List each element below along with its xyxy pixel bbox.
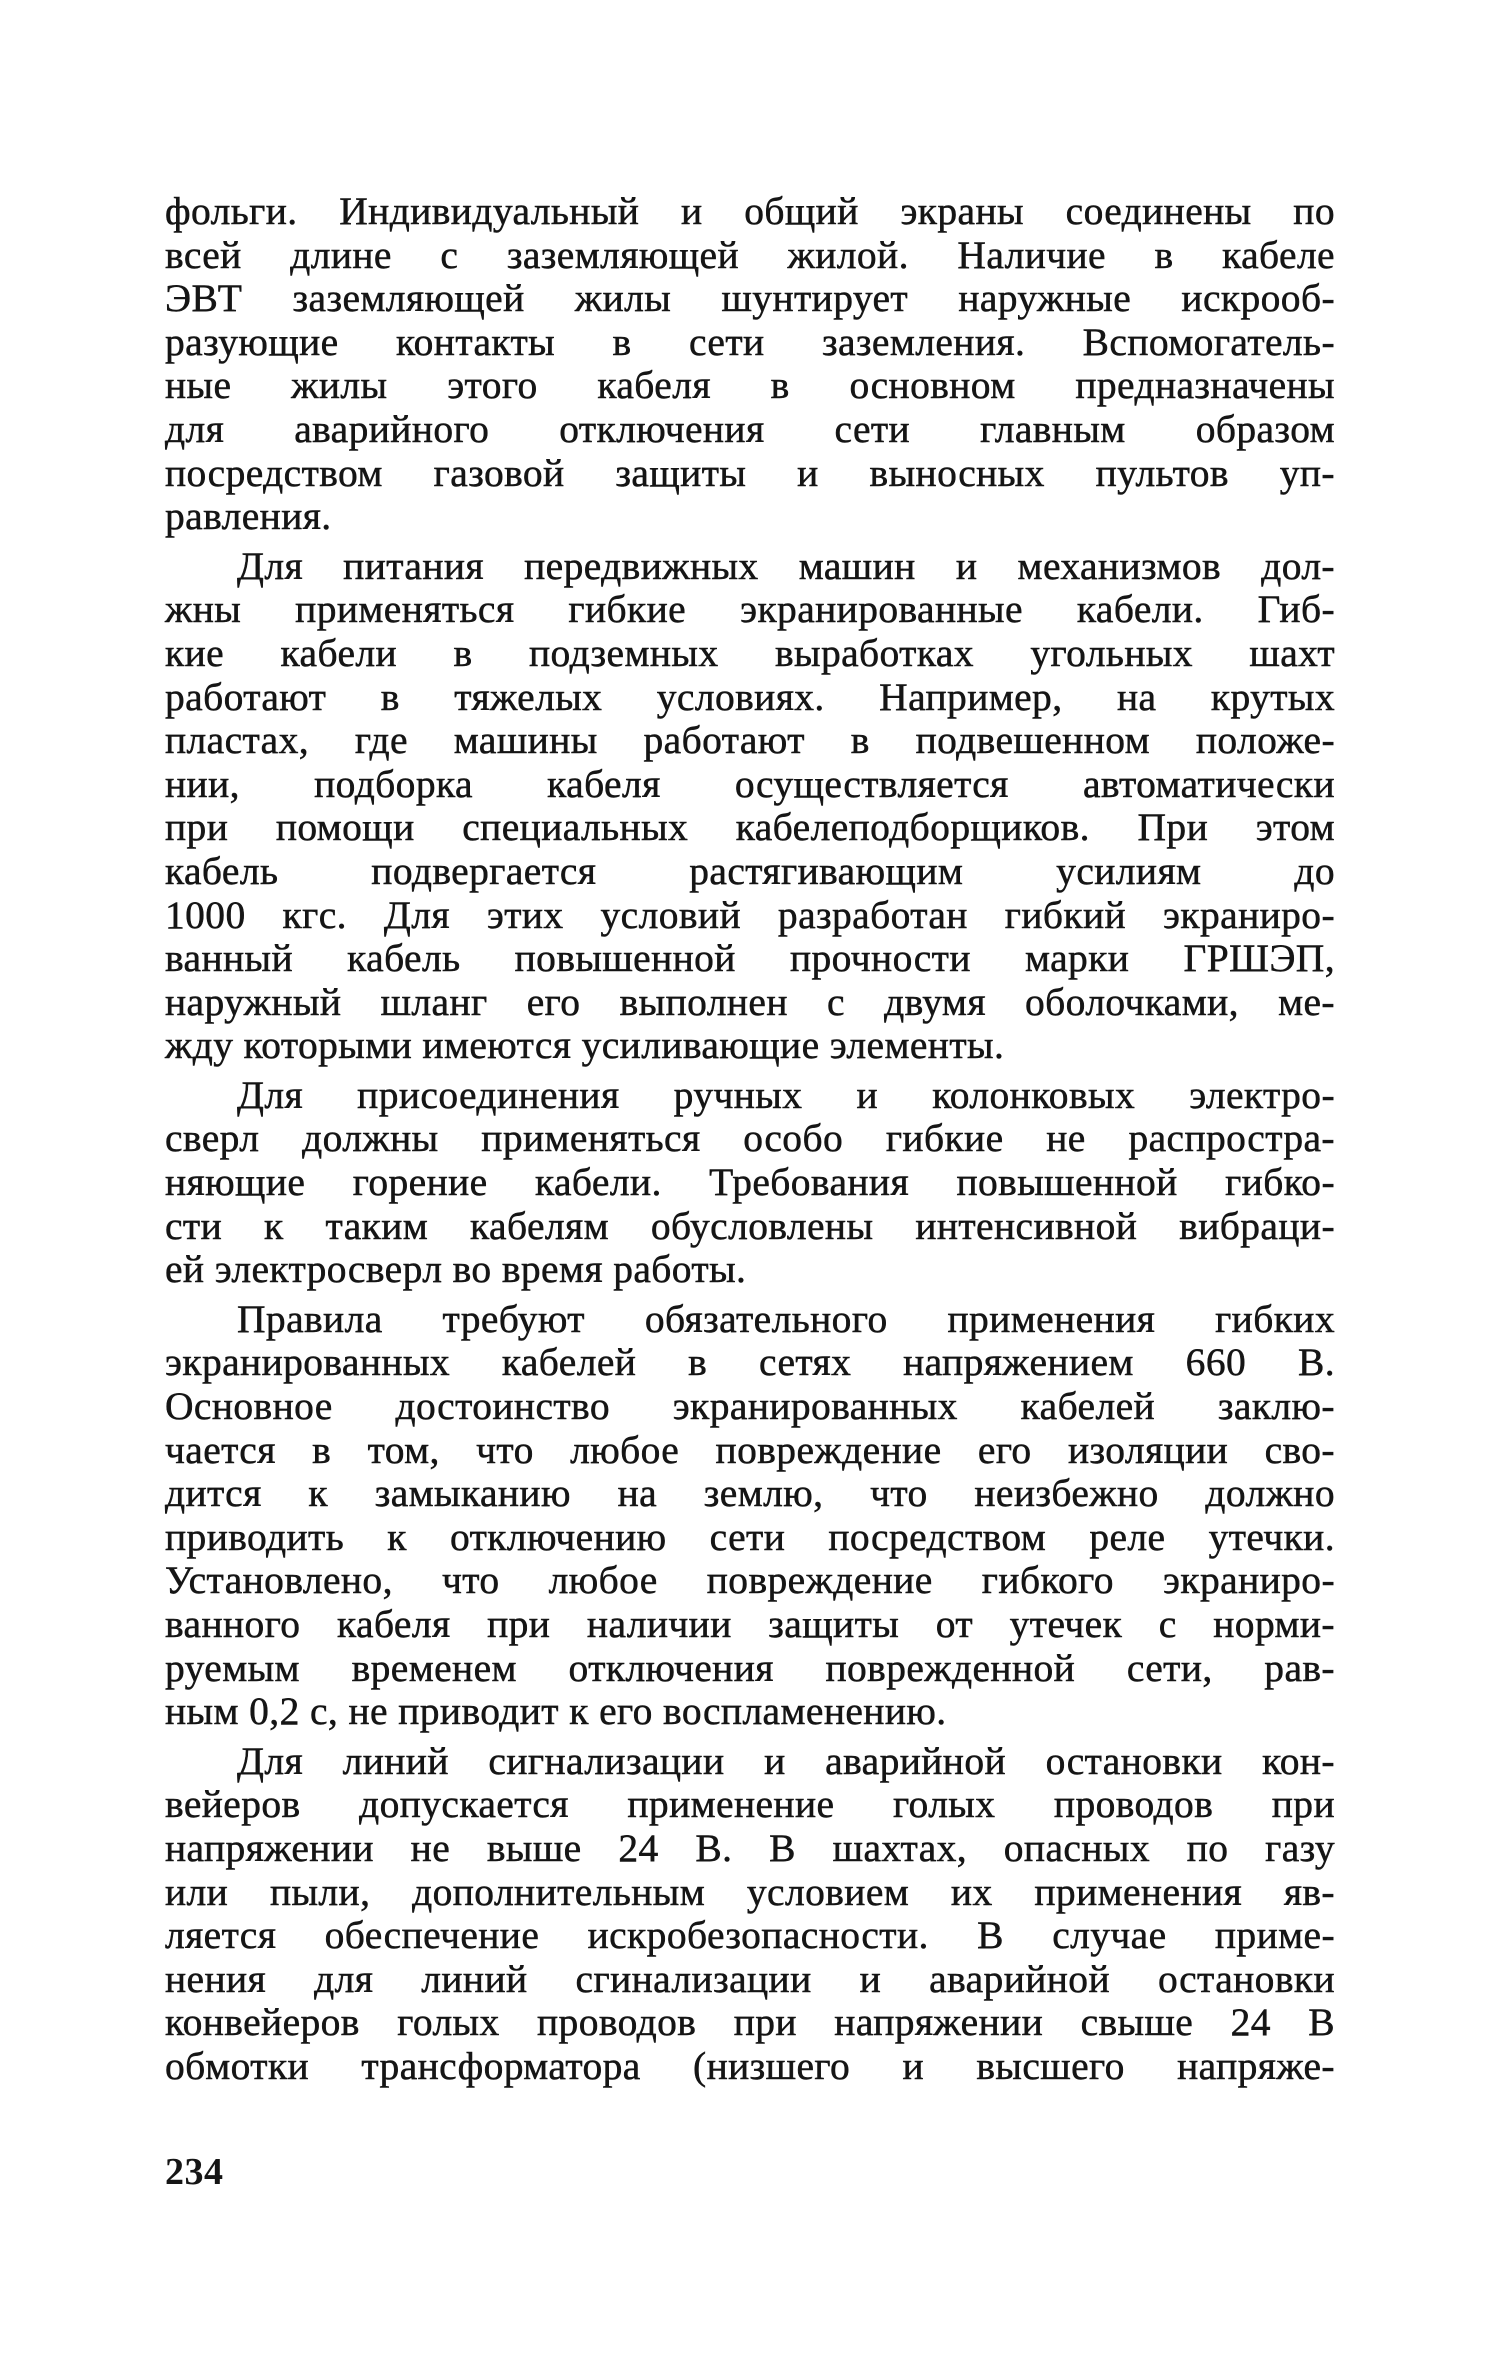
text-line: ляется обеспечение искробезопасности. В случае приме- — [165, 1913, 1335, 1958]
paragraph-1 — [165, 190, 1335, 539]
text-line: жны применяться гибкие экранированные кабели. Гиб- — [165, 587, 1335, 632]
text-line: нии, подборка кабеля осуществляется автоматически — [165, 761, 1335, 806]
text-line: ЭВТ заземляющей жилы шунтирует наружные искрооб- — [165, 276, 1335, 321]
text-line: приводить к отключению сети посредством реле утечки. — [165, 1514, 1335, 1559]
text-line: работают в тяжелых условиях. Например, на крутых — [165, 674, 1335, 719]
page-body — [165, 190, 1335, 2089]
text-line: ванного кабеля при наличии защиты от утечек с норми- — [165, 1602, 1335, 1646]
text-line: экранированных кабелей в сетях напряжением 660 В. — [165, 1340, 1335, 1385]
text-line: разующие контакты в сети заземления. Вспомогатель- — [165, 319, 1335, 364]
text-line: сти к таким кабелям обусловлены интенсивной вибраци- — [165, 1203, 1335, 1248]
text-line: Правила требуют обязательного применения гибких — [237, 1296, 1335, 1341]
text-line: вейеров допускается применение голых проводов при — [165, 1782, 1335, 1827]
text-line: Основное достоинство экранированных кабелей заклю- — [165, 1384, 1335, 1429]
page-number: 234 — [165, 2151, 224, 2193]
text-line: пластах, где машины работают в подвешенном положе- — [165, 718, 1335, 763]
paragraph-3 — [165, 1074, 1335, 1292]
text-line: жду которыми имеются усиливающие элементы. — [165, 1023, 1005, 1068]
text-line: наружный шланг его выполнен с двумя оболочками, ме- — [165, 979, 1335, 1024]
text-line: фольги. Индивидуальный и общий экраны соединены по — [165, 189, 1335, 233]
paragraph-4 — [165, 1298, 1335, 1734]
text-line: ванный кабель повышенной прочности марки ГРШЭП, — [165, 936, 1335, 981]
paragraph-2 — [165, 545, 1335, 1068]
text-line: нения для линий сгинализации и аварийной остановки — [165, 1956, 1335, 2001]
text-line: сверл должны применяться особо гибкие не распростра- — [165, 1116, 1335, 1161]
text-line: чается в том, что любое повреждение его изоляции сво- — [165, 1427, 1335, 1472]
text-line: ей электросверл во время работы. — [165, 1247, 747, 1292]
text-line: Для присоединения ручных и колонковых электро- — [237, 1072, 1335, 1117]
text-line: обмотки трансформатора (низшего и высшего напряже- — [165, 2043, 1335, 2088]
text-line: конвейеров голых проводов при напряжении свыше 24 В — [165, 2000, 1335, 2045]
text-line: при помощи специальных кабелеподборщиков. При этом — [165, 805, 1335, 850]
text-line: Для линий сигнализации и аварийной остановки кон- — [237, 1738, 1335, 1783]
text-line: или пыли, дополнительным условием их применения яв- — [165, 1869, 1335, 1914]
text-line: няющие горение кабели. Требования повышенной гибко- — [165, 1160, 1335, 1205]
text-line: Установлено, что любое повреждение гибкого экраниро- — [165, 1558, 1335, 1603]
text-line: 1000 кгс. Для этих условий разработан гибкий экраниро- — [165, 892, 1335, 937]
text-line: кие кабели в подземных выработках угольных шахт — [165, 630, 1335, 675]
text-line: ные жилы этого кабеля в основном предназначены — [165, 363, 1335, 408]
text-line: ным 0,2 с, не приводит к его воспламенению. — [165, 1689, 947, 1734]
text-line: всей длине с заземляющей жилой. Наличие в кабеле — [165, 232, 1335, 277]
paragraph-5 — [165, 1740, 1335, 2089]
text-line: равления. — [165, 494, 332, 539]
text-line: для аварийного отключения сети главным образом — [165, 406, 1335, 451]
text-line: кабель подвергается растягивающим усилиям до — [165, 848, 1335, 893]
text-line: дится к замыканию на землю, что неизбежно должно — [165, 1471, 1335, 1516]
text-line: посредством газовой защиты и выносных пультов уп- — [165, 450, 1335, 495]
text-line: Для питания передвижных машин и механизмов дол- — [237, 543, 1335, 588]
text-line: руемым временем отключения поврежденной сети, рав- — [165, 1645, 1335, 1690]
text-line: напряжении не выше 24 В. В шахтах, опасных по газу — [165, 1825, 1335, 1870]
